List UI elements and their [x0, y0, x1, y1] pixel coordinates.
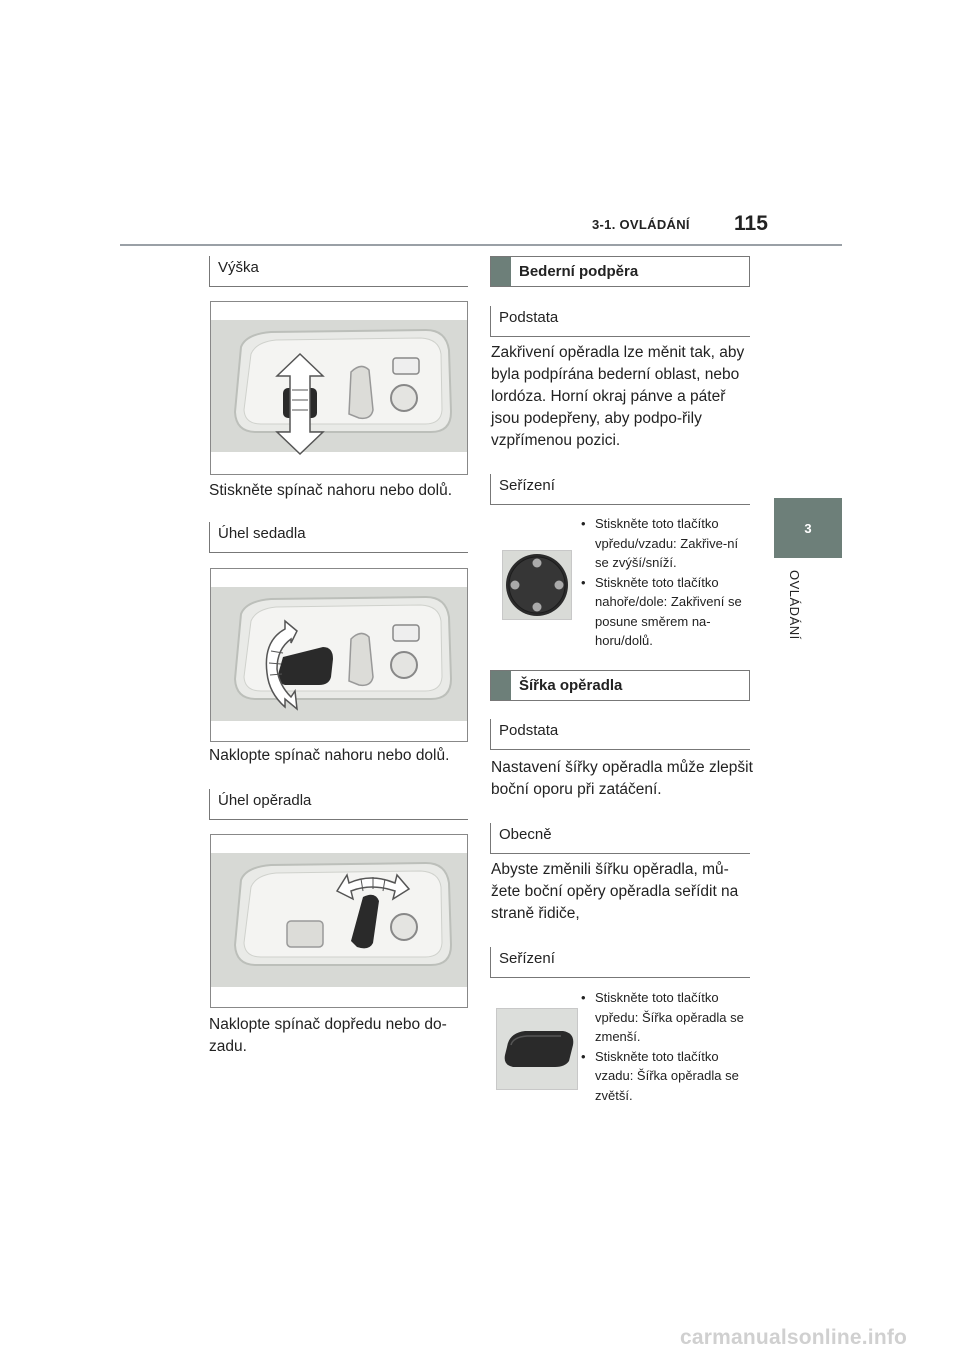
heading-marker [491, 671, 511, 700]
figure-lumbar-button [502, 550, 572, 620]
heading-lumbar-basics: Podstata [490, 306, 750, 337]
chapter-tab-label: OVLÁDÁNÍ [787, 570, 802, 640]
watermark: carmanualsonline.info [680, 1326, 908, 1349]
heading-width-adjust: Seřízení [490, 947, 750, 978]
list-item: • Stiskněte toto tlačítko vzadu: Šířka opěradla se zvětší. [575, 1047, 747, 1106]
text-lumbar-basics: Zakřivení opěradla lze měnit tak, aby byla podpírána bederní oblast, nebo lordóza. Horní okraj pánve a páteř jsou podepřeny, aby podpo-řily vzpřímenou pozici. [491, 344, 745, 449]
caption-seat-angle: Naklopte spínač nahoru nebo dolů. [209, 747, 450, 764]
heading-backrest-width [490, 670, 750, 701]
figure-seat-angle [210, 568, 468, 742]
header-rule [120, 244, 842, 246]
heading-height: Výška [209, 256, 468, 287]
section-title: 3-1. OVLÁDÁNÍ [592, 217, 690, 232]
heading-width-basics: Podstata [490, 719, 750, 750]
heading-backrest-angle: Úhel opěradla [209, 789, 468, 820]
list-item: • Stiskněte toto tlačítko nahoře/dole: Zakřivení se posune směrem na-horu/dolů. [575, 573, 747, 651]
lumbar-bullets [575, 514, 747, 651]
caption-backrest-angle: Naklopte spínač dopředu nebo do- zadu. [209, 1016, 447, 1055]
figure-backrest-angle [210, 834, 468, 1008]
heading-width-general: Obecně [490, 823, 750, 854]
heading-lumbar-adjust: Seřízení [490, 474, 750, 505]
text-width-general: Abyste změnili šířku opěradla, mů-žete boční opěry opěradla seřídit na straně řidiče, [491, 861, 739, 922]
page-number: 115 [734, 212, 768, 235]
figure-width-button [496, 1008, 578, 1090]
heading-backrest-width-label: Šířka opěradla [519, 677, 623, 694]
list-item: • Stiskněte toto tlačítko vpředu/vzadu: Zakřive-ní se zvýší/sníží. [575, 514, 747, 573]
heading-lumbar-support [490, 256, 750, 287]
figure-seat-height [210, 301, 468, 475]
list-item: • Stiskněte toto tlačítko vpředu: Šířka opěradla se zmenší. [575, 988, 747, 1047]
heading-lumbar-label: Bederní podpěra [519, 263, 639, 280]
width-bullets [575, 988, 747, 1105]
heading-marker [491, 257, 511, 286]
text-width-basics: Nastavení šířky opěradla může zlepšit boční oporu při zatáčení. [491, 759, 753, 798]
chapter-tab: 3 [774, 498, 842, 558]
heading-seat-angle: Úhel sedadla [209, 522, 468, 553]
caption-height: Stiskněte spínač nahoru nebo dolů. [209, 482, 453, 499]
